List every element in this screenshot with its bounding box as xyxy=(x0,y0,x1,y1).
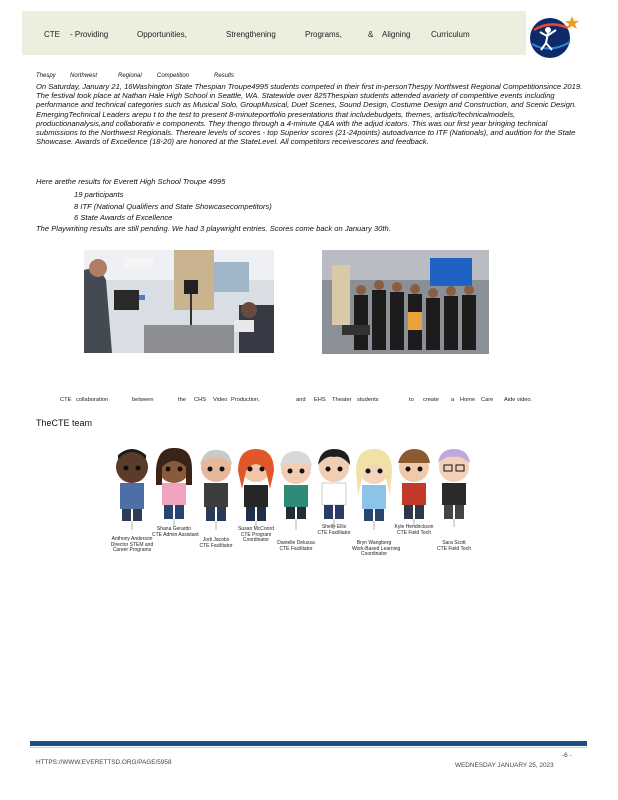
header-nav-programs: Programs, xyxy=(305,30,342,39)
member-name: Bryn Wangberg xyxy=(356,540,392,546)
theater-students-photo xyxy=(322,250,489,354)
caption-word: Home xyxy=(460,397,476,403)
member-name: Susan McCoord xyxy=(238,526,274,532)
caption-word: the xyxy=(178,397,186,403)
title-word: Northwest xyxy=(70,73,98,79)
caption-word: Theater xyxy=(332,397,352,403)
member-role: Coordinator xyxy=(360,551,388,558)
playwriting-note: The Playwriting results are still pending. We had 3 playwright entries. Scores come back on January 30th. xyxy=(36,224,391,233)
team-member-figure xyxy=(438,449,470,519)
list-item xyxy=(36,189,576,201)
team-member-label xyxy=(194,538,238,549)
team-member-label xyxy=(392,525,436,536)
team-member-figure xyxy=(356,449,392,521)
title-word: Thespy xyxy=(36,73,56,79)
team-member-label xyxy=(432,541,476,552)
caption-word: EHS xyxy=(314,397,326,403)
team-member-figure xyxy=(318,449,350,519)
header-nav-opportunities: Opportunities, xyxy=(137,30,187,39)
team-member-figure xyxy=(200,450,232,521)
member-name: Shelly Ellis xyxy=(321,524,347,530)
team-member-figure xyxy=(156,448,192,519)
member-role: CTE Field Tech xyxy=(436,545,472,552)
member-name: Shana Gerardo xyxy=(156,526,192,532)
results-list xyxy=(36,189,576,224)
footer-url[interactable]: HTTPS://WWW.EVERETTSD.ORG/PAGE/5958 xyxy=(36,759,172,766)
team-member-label xyxy=(352,540,401,558)
caption-word: CTE xyxy=(60,397,72,403)
results-intro: Here arethe results for Everett High School Troupe 4995 xyxy=(36,177,226,186)
team-illustration xyxy=(110,445,490,565)
list-item-text: 6 State Awards of Excellence xyxy=(74,213,173,222)
article-body: On Saturday, January 21, 16Washington State Thespian Troupe4995 students competed in their first in-personThespy Northwest Regional Competitionsince 2019. The festival took place at Nathan Hale High School in Seattle, WA. Statewide over 825Thespian students attended avariety of competitive events including performance and technical categories such as Musical Solo, GroupMusical, Duet Scenes, Sound Design, Costume Design and Construction, and Scenic Design. EmergingTechnical Leaders arepu t to the test to present 8-minuteportfolio presentations that includebudgets, themes, artistic/technicalmodels, productionanalysis,and collaborativ e components. They thengo through a 4-minute Q&A with the adjud icators. This was our first year bringing technical submissions to the Northwest Regionals. Thereare levels of scores - top Superior scores (21-24points) autoadvance to ITF (Nationals), and audition for the State Showcase. Awards of Excellence (18-20) are honored at the StateLevel. All competitors receivescores and feedback. xyxy=(36,82,583,147)
caption-word: students xyxy=(357,397,379,403)
caption-word: Video xyxy=(213,397,228,403)
list-item xyxy=(36,201,576,213)
page-number: -6 - xyxy=(562,752,572,759)
caption-word: to xyxy=(409,397,414,403)
team-figures xyxy=(110,445,490,530)
member-name: Sara Scott xyxy=(442,540,466,546)
video-production-photo xyxy=(84,250,274,353)
team-member-label xyxy=(312,525,356,536)
footer-rule-thin xyxy=(30,747,587,748)
header-nav-amp: & xyxy=(368,30,374,39)
member-role: Coordinator xyxy=(242,537,270,544)
caption-word: and xyxy=(296,397,306,403)
team-member-figure xyxy=(398,449,430,519)
team-member-label xyxy=(110,537,154,554)
caption-word: collaboration xyxy=(76,397,109,403)
title-word: Competition xyxy=(157,73,190,79)
team-member-figure xyxy=(238,449,274,521)
cte-logo xyxy=(528,10,580,62)
team-member-label xyxy=(234,527,278,544)
title-word: Regional xyxy=(118,73,142,79)
list-item-text: 8 ITF (National Qualifiers and State Showcasecompetitors) xyxy=(74,201,272,211)
team-member-label xyxy=(274,541,318,552)
member-role: CTE Field Tech xyxy=(396,529,432,536)
header-nav-cte: CTE xyxy=(44,30,60,39)
caption-word: between xyxy=(132,397,154,403)
member-role: CTE Facilitator xyxy=(317,529,351,536)
footer-date: WEDNESDAY JANUARY 25, 2023 xyxy=(455,762,554,769)
team-title: TheCTE team xyxy=(36,418,93,428)
member-role: Career Programs xyxy=(112,547,152,554)
header-nav-providing: - Providing xyxy=(70,30,109,39)
member-role: Director STEM and xyxy=(110,541,154,548)
list-item-text: 19 participants xyxy=(74,190,124,199)
header-nav-aligning: Aligning xyxy=(382,30,411,39)
caption-word: Production, xyxy=(231,397,260,403)
member-role: Work-Based Learning xyxy=(352,545,401,552)
member-role: CTE Facilitator xyxy=(279,545,313,552)
caption-word: CHS xyxy=(194,397,207,403)
team-member-figure xyxy=(280,451,312,519)
header-nav-curriculum: Curriculum xyxy=(431,30,470,39)
list-item xyxy=(36,212,576,224)
caption-word: create xyxy=(423,397,439,403)
header-nav-strengthening: Strengthening xyxy=(226,30,276,39)
member-role: CTE Program xyxy=(240,531,272,538)
footer-rule xyxy=(30,741,587,746)
team-member-label xyxy=(152,526,199,538)
caption-word: a xyxy=(451,397,455,403)
member-name: Danielle Delussa xyxy=(277,540,315,546)
caption-word: Aide video. xyxy=(504,397,533,403)
team-member-figure xyxy=(116,449,148,521)
member-name: Kyle Hendrickson xyxy=(394,524,434,530)
member-name: Jodi Jacobs xyxy=(202,537,230,543)
title-word: Results xyxy=(214,73,235,79)
header-band xyxy=(22,11,526,55)
member-name: Anthony Anderson xyxy=(111,536,153,542)
caption-word: Care xyxy=(481,397,494,403)
member-role: CTE Admin Assistant xyxy=(152,531,199,538)
member-role: CTE Facilitator xyxy=(199,542,233,549)
